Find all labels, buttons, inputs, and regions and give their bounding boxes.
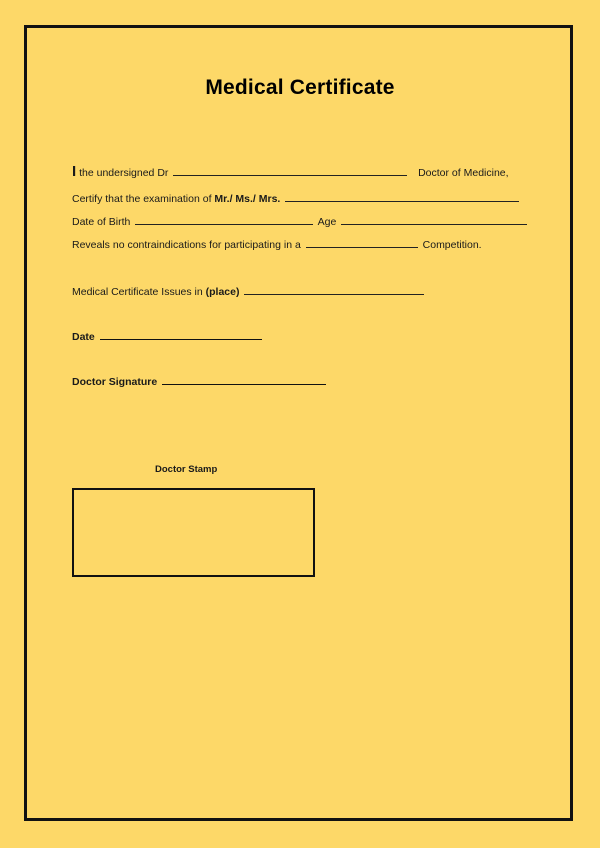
- reveals-line: [72, 237, 482, 252]
- date-of-birth-blank[interactable]: [135, 214, 313, 225]
- age-blank[interactable]: [341, 214, 527, 225]
- place-blank[interactable]: [244, 284, 424, 295]
- signature-label: Doctor Signature: [72, 376, 158, 388]
- competition-blank[interactable]: [306, 237, 418, 248]
- certify-prefix: Certify that the examination of: [72, 193, 215, 205]
- date-line: [72, 329, 264, 344]
- doctor-name-blank[interactable]: [173, 165, 407, 176]
- undersigned-prefix: the undersigned Dr: [76, 167, 169, 179]
- signature-line: [72, 374, 328, 389]
- certify-title-options: Mr./ Ms./ Mrs.: [214, 193, 281, 205]
- stamp-box: [72, 488, 315, 577]
- place-label: (place): [205, 286, 240, 298]
- certificate-border: [24, 25, 573, 821]
- reveals-suffix: Competition.: [422, 239, 482, 251]
- date-label: Date: [72, 331, 95, 343]
- date-blank[interactable]: [100, 329, 262, 340]
- place-prefix: Medical Certificate Issues in: [72, 286, 206, 298]
- undersigned-initial: I: [72, 163, 77, 180]
- patient-name-blank[interactable]: [285, 191, 519, 202]
- stamp-label: Doctor Stamp: [155, 464, 218, 475]
- signature-blank[interactable]: [162, 374, 326, 385]
- undersigned-line: [72, 165, 509, 180]
- place-line: [72, 284, 426, 299]
- age-label: Age: [317, 216, 337, 228]
- reveals-prefix: Reveals no contraindications for participating in a: [72, 239, 301, 251]
- birth-label: Date of Birth: [72, 216, 131, 228]
- birth-line: [72, 214, 529, 229]
- certify-line: [72, 191, 521, 206]
- certificate-title: Medical Certificate: [205, 76, 395, 99]
- undersigned-suffix: Doctor of Medicine,: [418, 167, 509, 179]
